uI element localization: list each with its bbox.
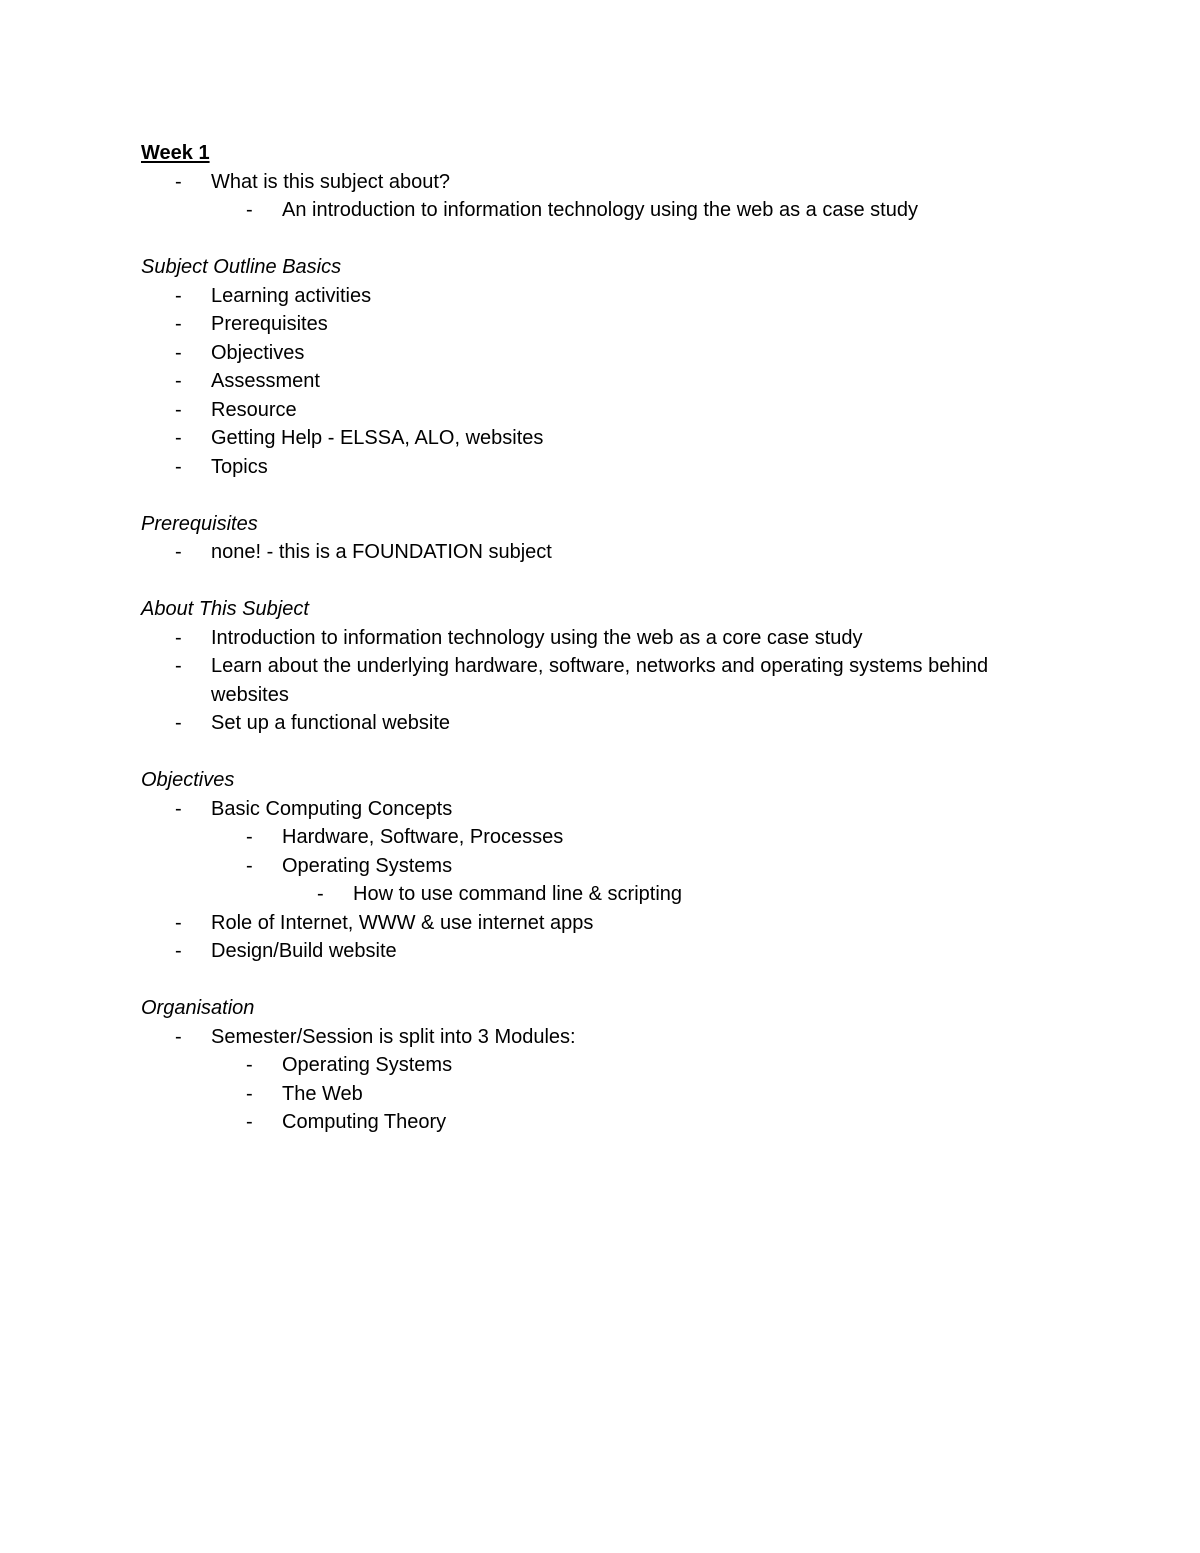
bullet-dash: -: [175, 313, 182, 335]
list-item-text: Getting Help - ELSSA, ALO, websites: [211, 427, 544, 449]
list-item: [141, 1051, 1071, 1080]
list-item: [141, 624, 1071, 653]
list-item: [141, 168, 1071, 197]
bullet-dash: -: [246, 1054, 253, 1076]
bullet-dash: -: [175, 170, 182, 193]
bullet-dash: -: [246, 199, 253, 221]
list-item-text: An introduction to information technology using the web as a case study: [282, 199, 918, 221]
list-item-text: Set up a functional website: [211, 712, 451, 734]
bullet-dash: -: [175, 1025, 182, 1048]
bullet-dash: -: [175, 797, 182, 820]
bullet-dash: -: [175, 712, 182, 734]
list-item-text: Topics: [211, 455, 268, 478]
list-item-text: Operating Systems: [282, 1054, 453, 1076]
list-item-text: What is this subject about?: [211, 170, 451, 193]
bullet-dash: -: [175, 427, 182, 449]
list-item-text: Computing Theory: [282, 1111, 447, 1133]
bullet-dash: -: [175, 284, 182, 307]
document-page: [141, 139, 1071, 1137]
bullet-dash: -: [246, 854, 253, 877]
list-item-text: Prerequisites: [211, 313, 328, 335]
list-item-text: Semester/Session is split into 3 Modules:: [211, 1025, 576, 1048]
list-item: [141, 367, 1071, 396]
list-item-text: Operating Systems: [282, 854, 453, 877]
section-heading-prerequisites: Prerequisites: [141, 512, 258, 535]
list-item-text: How to use command line & scripting: [353, 883, 683, 905]
list-item: [141, 282, 1071, 311]
list-item: [141, 1108, 1071, 1137]
list-item-text: Role of Internet, WWW & use internet apps: [211, 911, 594, 934]
bullet-dash: -: [175, 341, 182, 364]
week-title: Week 1: [141, 142, 210, 164]
list-item: [141, 652, 1071, 709]
list-item-text: Basic Computing Concepts: [211, 797, 453, 820]
bullet-dash: -: [246, 1111, 253, 1133]
bullet-dash: -: [246, 1082, 253, 1105]
list-item: [141, 196, 1071, 225]
bullet-dash: -: [175, 940, 182, 962]
list-item: [141, 396, 1071, 425]
list-item-text: Learn about the underlying hardware, software, networks and operating systems behind websites: [211, 655, 989, 706]
list-item: [141, 937, 1071, 966]
list-item-text: Hardware, Software, Processes: [282, 826, 564, 848]
list-item: [141, 709, 1071, 738]
bullet-dash: -: [246, 826, 253, 848]
list-item-text: Objectives: [211, 341, 305, 364]
list-item-text: Introduction to information technology using the web as a core case study: [211, 626, 863, 649]
section-heading-about: About This Subject: [141, 598, 309, 620]
bullet-dash: -: [175, 455, 182, 478]
list-item: [141, 339, 1071, 368]
list-item: [141, 1080, 1071, 1109]
bullet-dash: -: [175, 398, 182, 421]
list-item: [141, 852, 1071, 881]
list-item-text: Design/Build website: [211, 940, 397, 962]
bullet-dash: -: [175, 911, 182, 934]
list-item-text: Assessment: [211, 370, 320, 392]
list-item-text: Resource: [211, 398, 297, 421]
list-item: [141, 424, 1071, 453]
section-heading-organisation: Organisation: [141, 997, 255, 1019]
bullet-dash: -: [175, 370, 182, 392]
list-item: [141, 795, 1071, 824]
list-item: [141, 310, 1071, 339]
bullet-dash: -: [175, 541, 182, 563]
bullet-dash: -: [317, 883, 324, 905]
list-item: [141, 880, 1071, 909]
list-item-text: The Web: [282, 1082, 363, 1105]
section-heading-objectives: Objectives: [141, 769, 235, 791]
list-item: [141, 909, 1071, 938]
list-item: [141, 538, 1071, 567]
list-item-text: Learning activities: [211, 284, 372, 307]
list-item-text: none! - this is a FOUNDATION subject: [211, 541, 552, 563]
list-item: [141, 1023, 1071, 1052]
bullet-dash: -: [175, 655, 182, 677]
bullet-dash: -: [175, 626, 182, 649]
section-heading-outline: Subject Outline Basics: [141, 256, 342, 278]
list-item: [141, 823, 1071, 852]
list-item: [141, 453, 1071, 482]
